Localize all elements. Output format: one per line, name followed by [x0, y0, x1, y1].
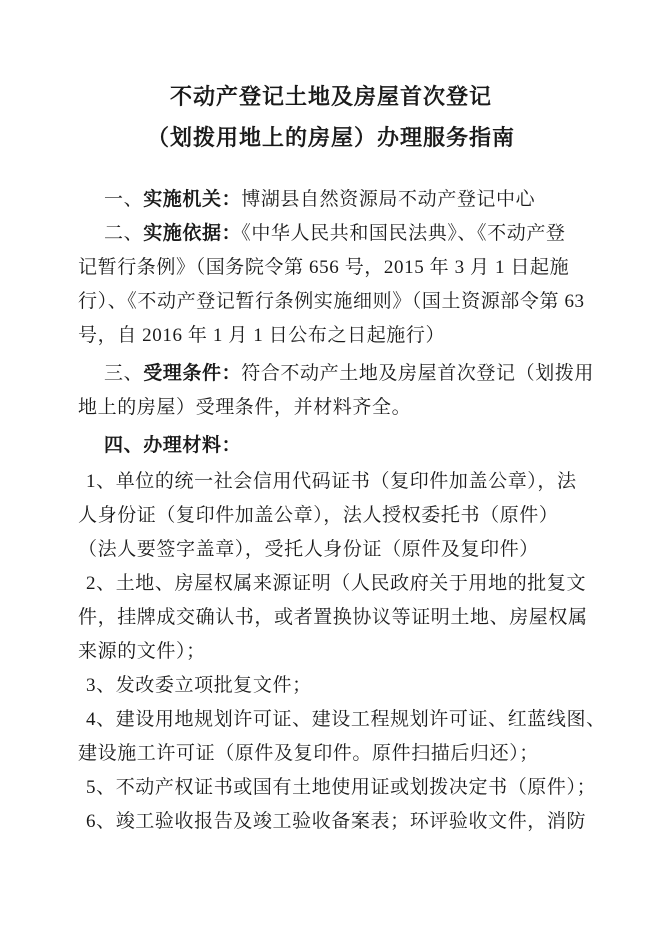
- section-legal-basis-line-3: 行）、《不动产登记暂行条例实施细则》（国土资源部令第 63: [78, 291, 585, 312]
- document-title: [0, 76, 662, 158]
- material-item-2-line-3: 来源的文件）；: [78, 641, 206, 662]
- title-line-2: （划拨用地上的房屋）办理服务指南: [146, 125, 515, 150]
- material-item-2-line-1: 2、土地、房屋权属来源证明（人民政府关于用地的批复文: [86, 573, 587, 594]
- section-implementing-agency-line-1: [78, 183, 642, 217]
- section-4-marker: 四、: [104, 435, 144, 456]
- section-legal-basis-line-1: [78, 217, 642, 251]
- material-item-1-line-1: 1、单位的统一社会信用代码证书（复印件加盖公章），法: [86, 471, 577, 492]
- section-3-label: 受理条件：: [143, 363, 242, 384]
- section-1-text: 博湖县自然资源局不动产登记中心: [241, 189, 536, 210]
- material-item-4-line-2: 建设施工许可证（原件及复印件。原件扫描后归还）；: [78, 743, 539, 764]
- section-1-label: 实施机关：: [143, 189, 242, 210]
- section-3-marker: 三、: [104, 363, 144, 384]
- material-item-4-line-1: 4、建设用地规划许可证、建设工程规划许可证、红蓝线图、: [86, 709, 606, 730]
- section-4-label: 办理材料：: [143, 435, 242, 456]
- section-legal-basis-line-4: 号，自 2016 年 1 月 1 日公布之日起施行）: [78, 325, 446, 346]
- material-item-5-line-1: 5、不动产权证书或国有土地使用证或划拨决定书（原件）；: [86, 777, 597, 798]
- section-required-materials-heading: [78, 429, 642, 463]
- section-acceptance-conditions-line-2: 地上的房屋）受理条件，并材料齐全。: [78, 397, 412, 418]
- section-1-marker: 一、: [104, 189, 144, 210]
- material-item-3-line-1: 3、发改委立项批复文件；: [86, 675, 312, 696]
- material-item-1-line-2: 人身份证（复印件加盖公章），法人授权委托书（原件）: [78, 505, 559, 526]
- section-2-label: 实施依据：: [143, 223, 242, 244]
- section-acceptance-conditions-line-1: [78, 357, 642, 391]
- section-legal-basis-line-2: 记暂行条例》（国务院令第 656 号，2015 年 3 月 1 日起施: [78, 257, 570, 278]
- material-item-1-line-3: （法人要签字盖章），受托人身份证（原件及复印件）: [78, 539, 539, 560]
- material-item-6-line-1: 6、竣工验收报告及竣工验收备案表；环评验收文件，消防: [86, 811, 587, 832]
- materials-list: [78, 465, 642, 839]
- document-body: [0, 183, 662, 839]
- section-3-text: 符合不动产土地及房屋首次登记（划拨用: [241, 363, 595, 384]
- title-line-1: 不动产登记土地及房屋首次登记: [169, 84, 492, 109]
- material-item-2-line-2: 件，挂牌成交确认书，或者置换协议等证明土地、房屋权属: [78, 607, 588, 628]
- section-2-text: 《中华人民共和国民法典》、《不动产登: [241, 223, 566, 244]
- section-2-marker: 二、: [104, 223, 144, 244]
